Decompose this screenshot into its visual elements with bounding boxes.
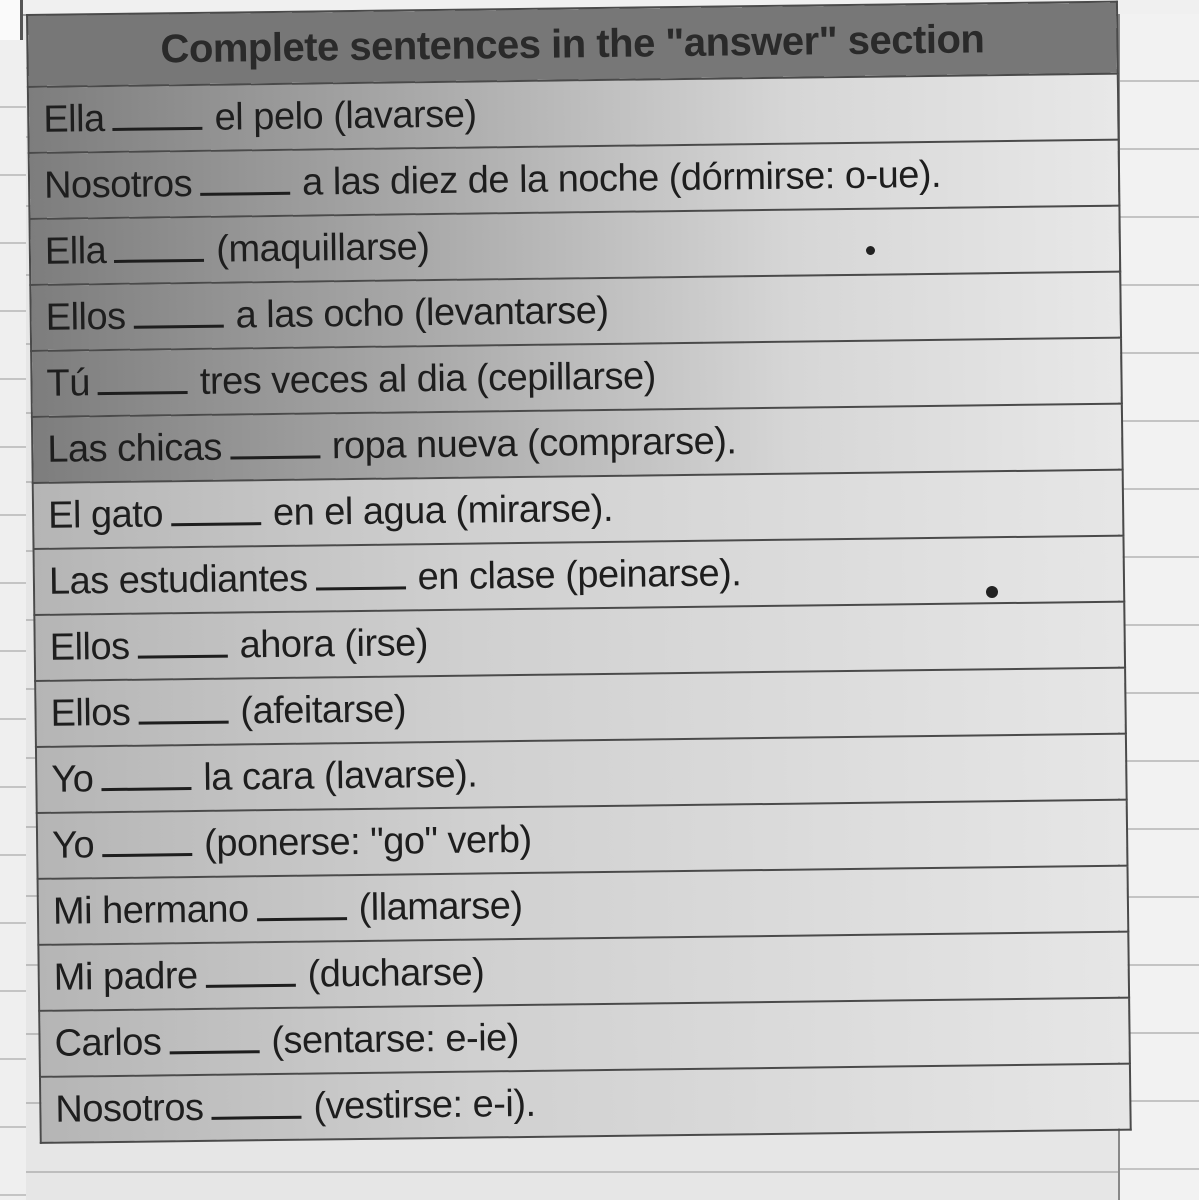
sentence-text: la cara (lavarse). (203, 753, 478, 799)
subject-text: Mi padre (53, 954, 198, 999)
subject-text: Ellos (50, 691, 131, 735)
sentence-text: en clase (peinarse). (417, 551, 742, 598)
answer-blank (211, 1085, 301, 1119)
worksheet-table (26, 1, 1132, 1144)
screen-speck (866, 246, 875, 255)
answer-blank (137, 624, 227, 658)
subject-text: Ella (43, 97, 105, 141)
answer-blank (112, 96, 202, 130)
screen-speck (986, 586, 998, 598)
answer-blank (205, 953, 295, 987)
answer-blank (200, 161, 290, 195)
header-row (27, 2, 1118, 87)
header-cell[interactable]: Complete sentences in the "answer" section (27, 2, 1118, 87)
subject-text: Las estudiantes (48, 557, 308, 603)
answer-blank (133, 294, 223, 328)
sentence-text: (ponerse: "go" verb) (203, 818, 532, 865)
answer-blank (169, 1020, 259, 1054)
left-column-cells (0, 40, 26, 1200)
subject-text: Yo (51, 823, 95, 867)
subject-text: Carlos (54, 1020, 162, 1065)
sentence-text: (sentarse: e-ie) (271, 1016, 520, 1062)
answer-blank (101, 757, 191, 791)
sentence-text: (ducharse) (307, 950, 485, 996)
answer-blank (171, 492, 261, 526)
subject-text: Yo (51, 757, 94, 801)
subject-text: Nosotros (55, 1086, 204, 1131)
sentence-text: (llamarse) (358, 884, 523, 929)
subject-text: El gato (47, 492, 164, 537)
subject-text: Ella (44, 229, 107, 273)
sentence-text: a las diez de la noche (dórmirse: o-ue). (301, 153, 942, 204)
subject-text: Ellos (49, 625, 130, 669)
subject-text: Las chicas (47, 426, 223, 471)
sentence-text: ahora (irse) (239, 621, 429, 666)
answer-blank (230, 425, 320, 459)
sentence-text: (afeitarse) (240, 687, 407, 732)
sentence-text: el pelo (lavarse) (214, 93, 477, 139)
sentence-text: en el agua (mirarse). (272, 487, 614, 534)
sentence-text: tres veces al dia (cepillarse) (199, 354, 657, 403)
answer-blank (315, 556, 405, 590)
sentence-text: ropa nueva (comprarse). (331, 419, 737, 467)
answer-blank (114, 228, 204, 262)
answer-blank (102, 823, 192, 857)
table-row (40, 1064, 1131, 1143)
answer-blank (98, 361, 188, 395)
subject-text: Tú (46, 361, 91, 405)
answer-blank (138, 690, 228, 724)
subject-text: Mi hermano (52, 887, 249, 933)
subject-text: Nosotros (43, 162, 193, 207)
sentence-cell[interactable] (40, 1064, 1131, 1143)
sentence-text: (maquillarse) (216, 225, 430, 271)
answer-blank (256, 887, 346, 921)
corner-cell (0, 0, 23, 43)
sentence-text: (vestirse: e-i). (313, 1082, 536, 1128)
sentence-text: a las ocho (levantarse) (235, 289, 609, 336)
worksheet-table-wrapper (26, 1, 1132, 1200)
subject-text: Ellos (45, 295, 126, 339)
